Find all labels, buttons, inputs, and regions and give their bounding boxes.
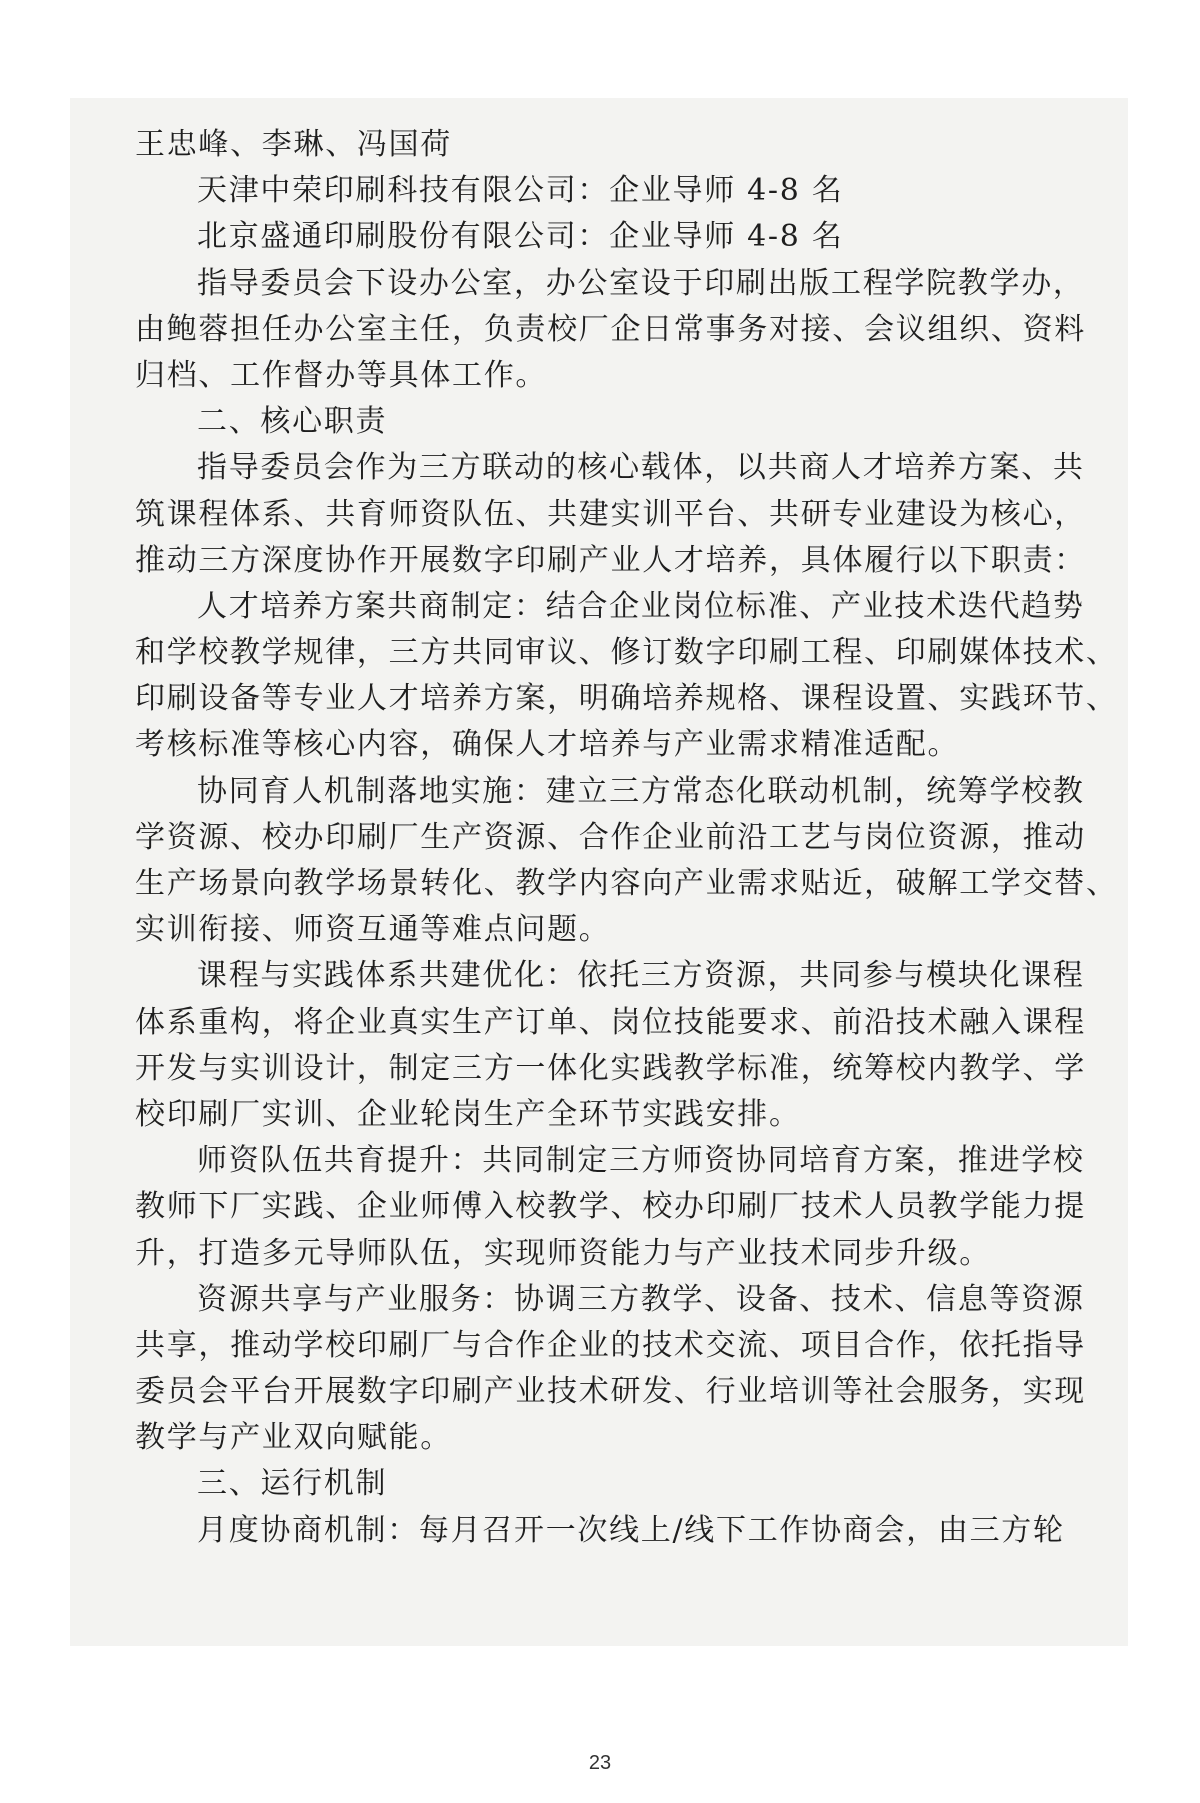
- text-line: 指导委员会下设办公室，办公室设于印刷出版工程学院教学办，: [197, 265, 1085, 301]
- text-line: 印刷设备等专业人才培养方案，明确培养规格、课程设置、实践环节、: [135, 681, 1118, 717]
- text-line: 北京盛通印刷股份有限公司：企业导师 4-8 名: [197, 219, 844, 255]
- text-line: 教师下厂实践、企业师傅入校教学、校办印刷厂技术人员教学能力提: [135, 1189, 1086, 1225]
- text-line: 月度协商机制：每月召开一次线上/线下工作协商会，由三方轮: [197, 1512, 1065, 1548]
- text-line: 体系重构，将企业真实生产订单、岗位技能要求、前沿技术融入课程: [135, 1004, 1086, 1040]
- text-line: 指导委员会作为三方联动的核心载体，以共商人才培养方案、共: [197, 450, 1085, 486]
- text-line: 升，打造多元导师队伍，实现师资能力与产业技术同步升级。: [135, 1235, 991, 1271]
- text-line: 实训衔接、师资互通等难点问题。: [135, 912, 611, 948]
- text-line: 协同育人机制落地实施：建立三方常态化联动机制，统筹学校教: [197, 773, 1085, 809]
- text-line: 考核标准等核心内容，确保人才培养与产业需求精准适配。: [135, 727, 960, 763]
- text-line: 资源共享与产业服务：协调三方教学、设备、技术、信息等资源: [197, 1281, 1085, 1317]
- text-line: 三、运行机制: [197, 1466, 388, 1502]
- text-line: 天津中荣印刷科技有限公司：企业导师 4-8 名: [197, 173, 844, 209]
- text-line: 和学校教学规律，三方共同审议、修订数字印刷工程、印刷媒体技术、: [135, 635, 1118, 671]
- text-line: 校印刷厂实训、企业轮岗生产全环节实践安排。: [135, 1096, 801, 1132]
- text-line: 王忠峰、李琳、冯国荷: [135, 127, 452, 162]
- text-line: 课程与实践体系共建优化：依托三方资源，共同参与模块化课程: [197, 958, 1085, 994]
- page-number: 23: [588, 1752, 612, 1774]
- text-line: 师资队伍共育提升：共同制定三方师资协同培育方案，推进学校: [197, 1143, 1085, 1179]
- text-line: 教学与产业双向赋能。: [135, 1420, 452, 1456]
- text-line: 筑课程体系、共育师资队伍、共建实训平台、共研专业建设为核心，: [135, 496, 1086, 532]
- text-line: 生产场景向教学场景转化、教学内容向产业需求贴近，破解工学交替、: [135, 866, 1118, 901]
- text-line: 由鲍蓉担任办公室主任，负责校厂企日常事务对接、会议组织、资料: [135, 311, 1086, 347]
- text-line: 归档、工作督办等具体工作。: [135, 357, 548, 393]
- document-body: [135, 122, 1118, 1554]
- text-line: 推动三方深度协作开展数字印刷产业人才培养，具体履行以下职责：: [135, 542, 1086, 578]
- text-line: 开发与实训设计，制定三方一体化实践教学标准，统筹校内教学、学: [135, 1050, 1086, 1086]
- text-line: 二、核心职责: [197, 404, 388, 440]
- text-line: 委员会平台开展数字印刷产业技术研发、行业培训等社会服务，实现: [135, 1374, 1086, 1410]
- text-line: 共享，推动学校印刷厂与合作企业的技术交流、项目合作，依托指导: [135, 1327, 1086, 1363]
- text-line: 学资源、校办印刷厂生产资源、合作企业前沿工艺与岗位资源，推动: [135, 819, 1086, 855]
- text-line: 人才培养方案共商制定：结合企业岗位标准、产业技术迭代趋势: [197, 588, 1085, 624]
